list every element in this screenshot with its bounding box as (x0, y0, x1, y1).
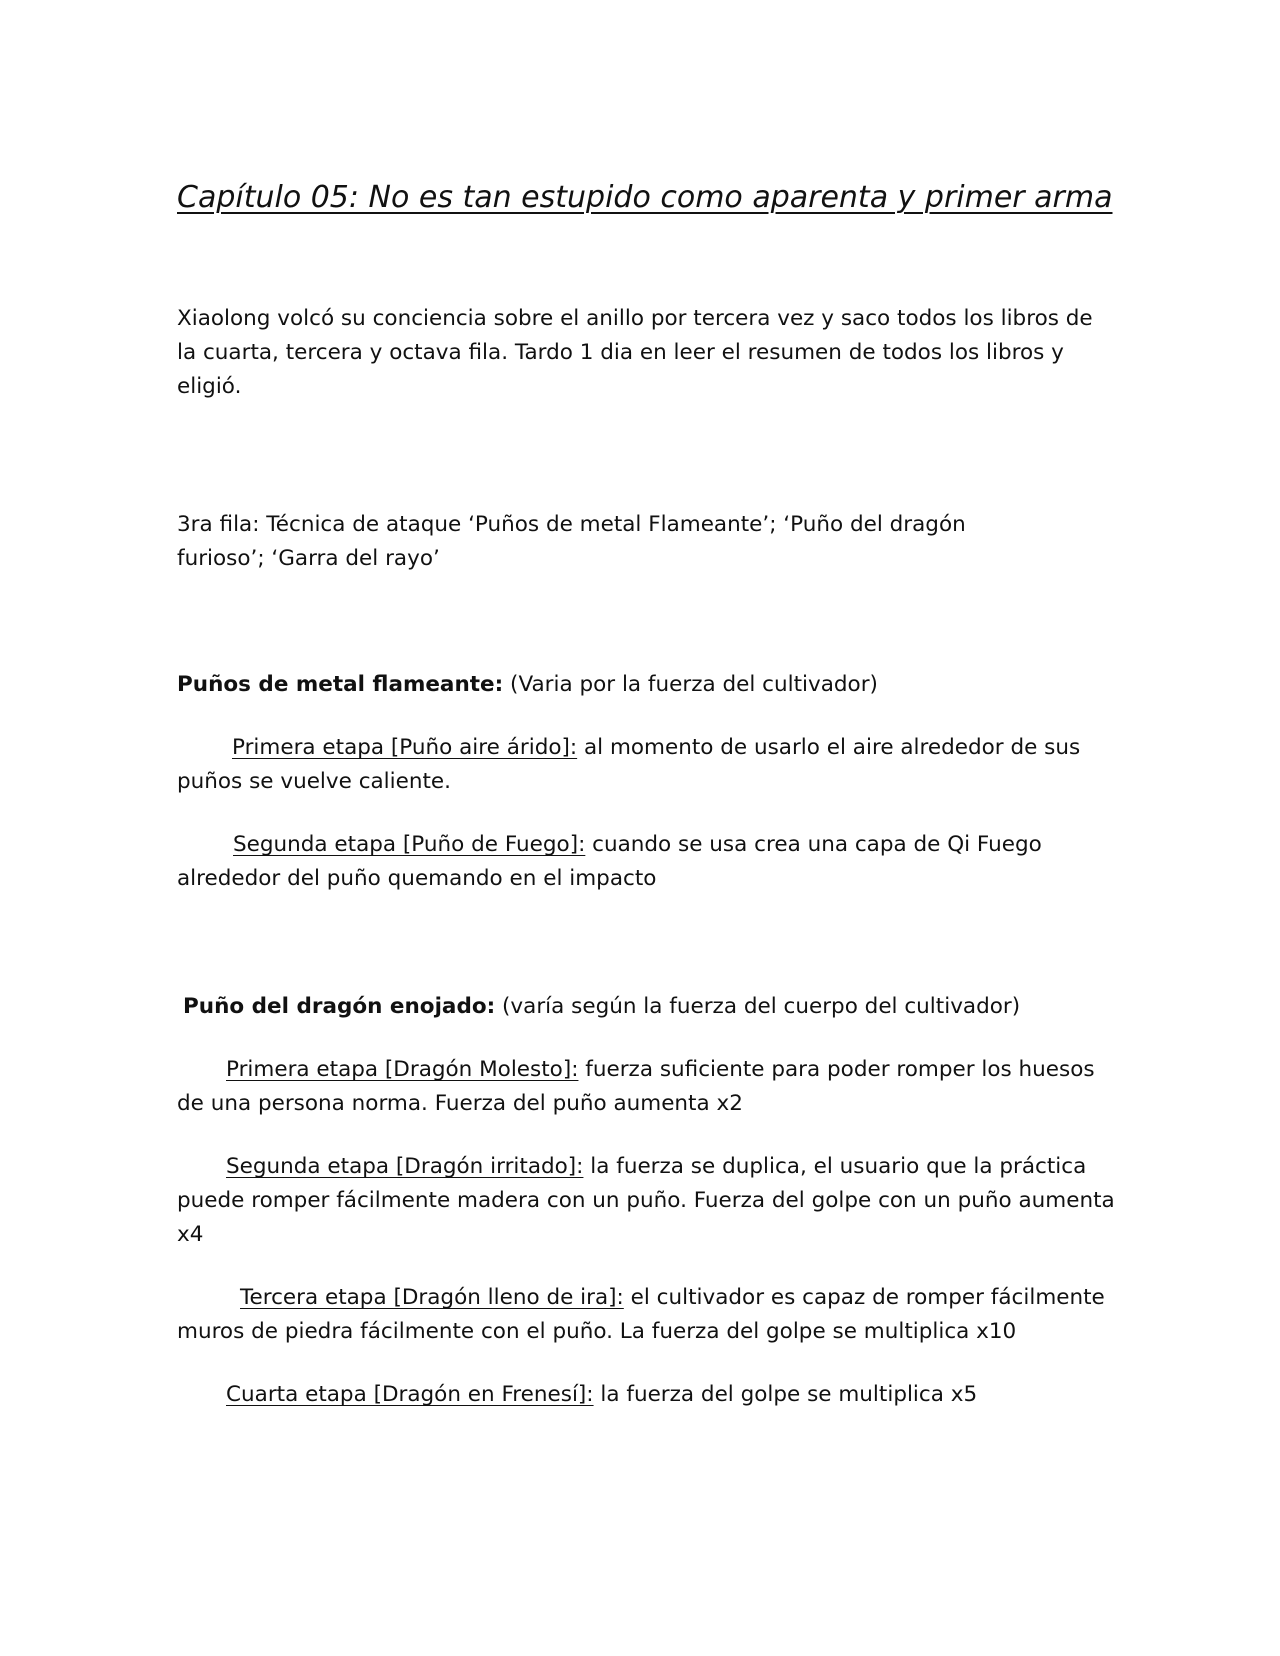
section2-stage-1 (177, 1053, 1117, 1121)
section2-stage-4-label: Cuarta etapa [Dragón en Frenesí]: (226, 1382, 594, 1407)
section2-heading-line (183, 990, 1123, 1024)
intro-line-1: Xiaolong volcó su conciencia sobre el anillo por tercera vez y saco todos los libros de (177, 306, 1093, 331)
section1-note: (Varia por la fuerza del cultivador) (503, 672, 878, 697)
section2-stage-3-label: Tercera etapa [Dragón lleno de ira]: (240, 1285, 624, 1310)
section1-stage-1-text: al momento de usarlo el aire alrededor de sus (577, 735, 1081, 760)
section2-note: (varía según la fuerza del cuerpo del cultivador) (495, 994, 1021, 1019)
section2-stage-4-text: la fuerza del golpe se multiplica x5 (593, 1382, 978, 1407)
section2-stage-2-line-2: puede romper fácilmente madera con un puño. Fuerza del golpe con un puño aumenta (177, 1188, 1115, 1213)
section2-stage-2-line-3: x4 (177, 1222, 204, 1247)
section2-heading: Puño del dragón enojado: (183, 994, 496, 1019)
section1-stage-2-line-2: alrededor del puño quemando en el impacto (177, 866, 657, 891)
chapter-title: Capítulo 05: No es tan estupido como aparenta y primer arma (177, 180, 1113, 215)
section2-stage-1-line-2: de una persona norma. Fuerza del puño aumenta x2 (177, 1091, 743, 1116)
intro-line-2: la cuarta, tercera y octava fila. Tardo 1 dia en leer el resumen de todos los libros y (177, 340, 1064, 365)
section2-stage-1-text: fuerza suficiente para poder romper los huesos (578, 1057, 1095, 1082)
section1-heading: Puños de metal flameante: (177, 672, 504, 697)
row3-paragraph (177, 508, 1117, 576)
section2-stage-4 (177, 1378, 1117, 1412)
section1-stage-2-text: cuando se usa crea una capa de Qi Fuego (585, 832, 1042, 857)
section2-stage-2-text: la fuerza se duplica, el usuario que la práctica (583, 1154, 1087, 1179)
section1-heading-line (177, 668, 1117, 702)
section2-stage-3 (177, 1281, 1117, 1349)
section2-stage-2-label: Segunda etapa [Dragón irritado]: (226, 1154, 584, 1179)
section2-stage-2 (177, 1150, 1117, 1252)
intro-paragraph (177, 302, 1117, 404)
section2-stage-3-line-2: muros de piedra fácilmente con el puño. La fuerza del golpe se multiplica x10 (177, 1319, 1017, 1344)
section1-stage-1-line-2: puños se vuelve caliente. (177, 769, 451, 794)
section1-stage-2 (177, 828, 1117, 896)
row3-line-1: 3ra fila: Técnica de ataque ‘Puños de metal Flameante’; ‘Puño del dragón (177, 512, 966, 537)
section1-stage-1 (177, 731, 1117, 799)
section2-stage-3-text: el cultivador es capaz de romper fácilmente (623, 1285, 1105, 1310)
row3-line-2: furioso’; ‘Garra del rayo’ (177, 546, 440, 571)
section1-stage-1-label: Primera etapa [Puño aire árido]: (232, 735, 578, 760)
section1-stage-2-label: Segunda etapa [Puño de Fuego]: (233, 832, 586, 857)
intro-line-3: eligió. (177, 374, 242, 399)
section2-stage-1-label: Primera etapa [Dragón Molesto]: (226, 1057, 579, 1082)
